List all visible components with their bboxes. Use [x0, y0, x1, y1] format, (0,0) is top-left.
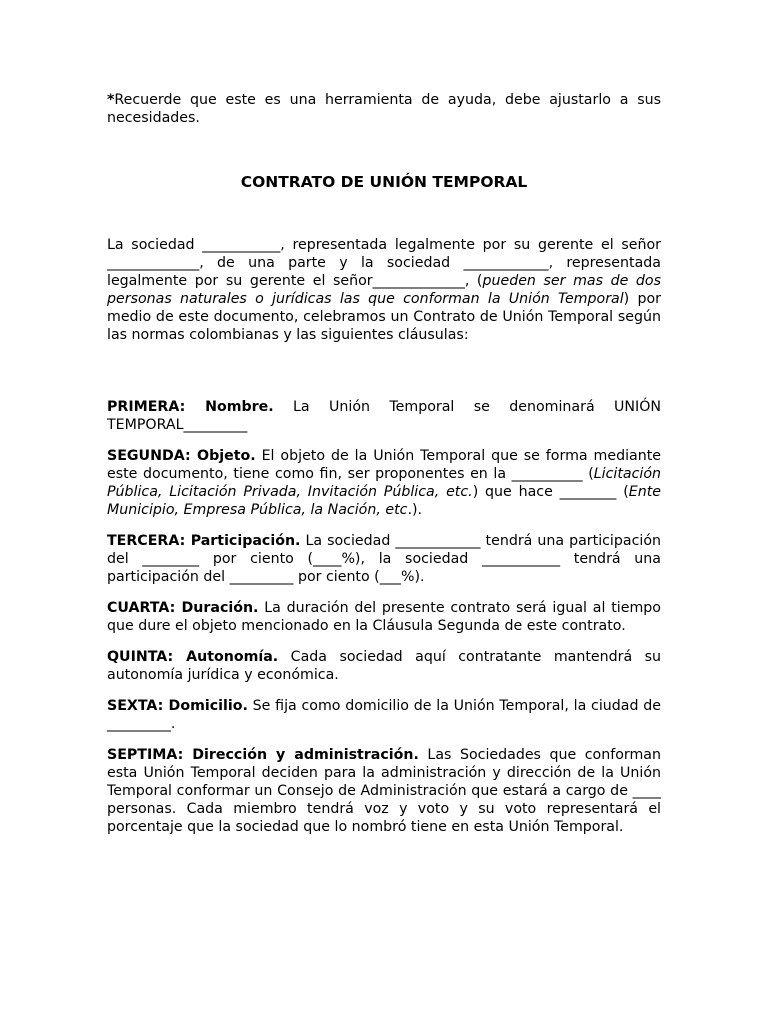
document-page	[107, 91, 661, 836]
clause-tercera-text: La sociedad ____________ tendrá una participación del ________ por ciento (____%), la sociedad ___________ tendrá una participación del _________ por ciento (___%).	[107, 533, 661, 585]
note-text: Recuerde que este es una herramienta de ayuda, debe ajustarlo a sus necesidades.	[107, 92, 661, 126]
clause-segunda-text-1: El objeto de la Unión Temporal que se forma mediante este documento, tiene como fin, ser proponentes en la __________ (	[107, 448, 662, 482]
clause-tercera-heading: TERCERA: Participación.	[107, 533, 301, 549]
clause-septima-heading: SEPTIMA: Dirección y administración.	[107, 747, 419, 763]
clause-segunda-text-3: .).	[407, 502, 422, 518]
intro-text-1: La sociedad ___________, representada legalmente por su gerente el señor _____________, de una parte y la sociedad ____________, representada legalmente por su gerente el señor_____________, (	[107, 237, 661, 289]
clause-sexta-heading: SEXTA: Domicilio.	[107, 698, 248, 714]
clause-quinta-heading: QUINTA: Autonomía.	[107, 649, 279, 665]
clause-cuarta-text: La duración del presente contrato será igual al tiempo que dure el objeto mencionado en la Cláusula Segunda de este contrato.	[107, 600, 661, 634]
clause-septima-text: Las Sociedades que conforman esta Unión Temporal deciden para la administración y dirección de la Unión Temporal conformar un Consejo de Administración que estará a cargo de ____ personas. Cada miembro tendrá voz y voto y su voto representará el porcentaje que la sociedad que lo nombró tiene en esta Unión Temporal.	[107, 747, 661, 835]
clause-quinta-text: Cada sociedad aquí contratante mantendrá su autonomía jurídica y económica.	[107, 649, 661, 683]
intro-paragraph	[107, 236, 661, 344]
clause-cuarta	[107, 599, 661, 635]
clause-sexta-text: Se fija como domicilio de la Unión Temporal, la ciudad de _________.	[107, 698, 661, 732]
clause-septima	[107, 746, 661, 836]
clause-segunda-italic-2: Ente Municipio, Empresa Pública, la Nación, etc	[107, 484, 661, 518]
clause-tercera	[107, 532, 661, 586]
clause-segunda-heading: SEGUNDA: Objeto.	[107, 448, 256, 464]
help-note	[107, 91, 661, 127]
clause-sexta	[107, 697, 661, 733]
clause-segunda-text-2: ) que hace ________ (	[472, 484, 629, 500]
note-asterisk: *	[107, 92, 115, 108]
clause-primera-heading: PRIMERA: Nombre.	[107, 399, 274, 415]
clause-segunda-italic-1: Licitación Pública, Licitación Privada, Invitación Pública, etc.	[107, 466, 661, 500]
clause-quinta	[107, 648, 661, 684]
clause-primera-text: La Unión Temporal se denominará UNIÓN TEMPORAL_________	[107, 399, 661, 433]
document-title: CONTRATO DE UNIÓN TEMPORAL	[240, 173, 528, 191]
clause-cuarta-heading: CUARTA: Duración.	[107, 600, 259, 616]
intro-italic-note: pueden ser mas de dos personas naturales o jurídicas las que conforman la Unión Temporal	[107, 273, 661, 307]
clause-segunda	[107, 447, 661, 519]
intro-text-2: ) por medio de este documento, celebramos un Contrato de Unión Temporal según las normas colombianas y las siguientes cláusulas:	[107, 291, 661, 343]
clause-primera	[107, 398, 661, 434]
